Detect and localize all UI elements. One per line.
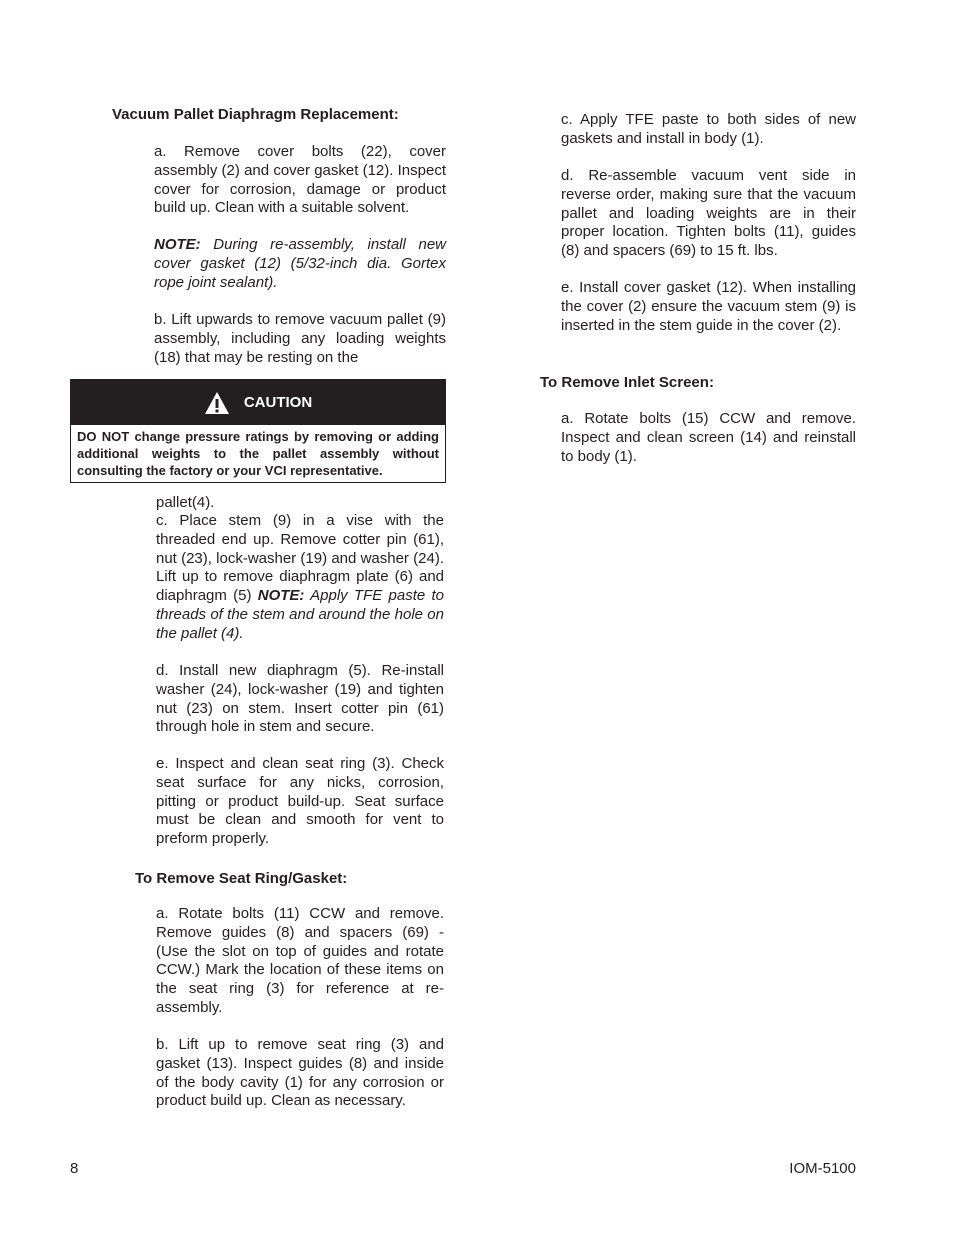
seat-step-b-lift-ring: b. Lift up to remove seat ring (3) and gasket (13). Inspect guides (8) and inside of the body cavity (1) for any corrosion or product build up. Clean as necessary.	[156, 1036, 444, 1110]
section-heading-inlet-screen: To Remove Inlet Screen:	[540, 374, 714, 391]
step-b-continuation: pallet(4).	[156, 494, 215, 511]
step-b-lift-pallet: b. Lift upwards to remove vacuum pallet (9) assembly, including any loading weights (18) that may be resting on the	[154, 311, 446, 366]
note-label: NOTE:	[154, 236, 201, 253]
step-c-note-text: Apply TFE paste to threads of the stem and around the hole on the pallet (4).	[156, 587, 444, 642]
step-e-inspect-seat: e. Inspect and clean seat ring (3). Check seat surface for any nicks, corrosion, pitting or product build-up. Seat surface must be clean and smooth for vent to preform properly.	[156, 755, 444, 848]
step-d-install-diaphragm: d. Install new diaphragm (5). Re-install washer (24), lock-washer (19) and tighten nut (23) on stem. Insert cotter pin (61) through hole in stem and secure.	[156, 662, 444, 736]
caution-title: CAUTION	[243, 394, 313, 411]
right-step-e-install-gasket: e. Install cover gasket (12). When installing the cover (2) ensure the vacuum stem (9) is inserted in the stem guide in the cover (2).	[561, 279, 856, 334]
step-c-text: c. Place stem (9) in a vise with the threaded end up. Remove cotter pin (61), nut (23), lock-washer (19) and washer (24). Lift up to remove diaphragm plate (6) and diaphragm (5)	[156, 512, 444, 605]
caution-box	[70, 379, 446, 483]
caution-header	[71, 380, 445, 425]
section-heading-seat-ring: To Remove Seat Ring/Gasket:	[135, 870, 348, 887]
inlet-step-a-rotate-bolts: a. Rotate bolts (15) CCW and remove. Inspect and clean screen (14) and reinstall to body (1).	[561, 410, 856, 465]
document-id: IOM-5100	[789, 1160, 856, 1177]
section-heading-diaphragm: Vacuum Pallet Diaphragm Replacement:	[112, 106, 399, 123]
step-a-remove-cover: a. Remove cover bolts (22), cover assembly (2) and cover gasket (12). Inspect cover for corrosion, damage or product build up. Clean with a suitable solvent.	[154, 143, 446, 217]
right-step-d-reassemble: d. Re-assemble vacuum vent side in reverse order, making sure that the vacuum pallet and loading weights are in their proper location. Tighten bolts (11), guides (8) and spacers (69) to 15 ft. lbs.	[561, 167, 856, 260]
warning-triangle-icon	[204, 391, 230, 415]
caution-text: DO NOT change pressure ratings by removing or adding additional weights to the pallet assembly without consulting the factory or your VCI representative.	[77, 429, 439, 478]
step-c-note-label: NOTE:	[257, 587, 305, 605]
note-text: During re-assembly, install new cover gasket (12) (5/32-inch dia. Gortex rope joint sealant).	[154, 236, 446, 291]
note-cover-gasket	[154, 236, 446, 292]
seat-step-a-rotate-bolts: a. Rotate bolts (11) CCW and remove. Remove guides (8) and spacers (69) - (Use the slot on top of guides and rotate CCW.) Mark the location of these items on the seat ring (3) for reference at re-assembly.	[156, 905, 444, 1016]
page-number: 8	[70, 1160, 79, 1177]
step-c-place-stem	[156, 512, 444, 644]
right-step-c-apply-paste: c. Apply TFE paste to both sides of new gaskets and install in body (1).	[561, 111, 856, 147]
